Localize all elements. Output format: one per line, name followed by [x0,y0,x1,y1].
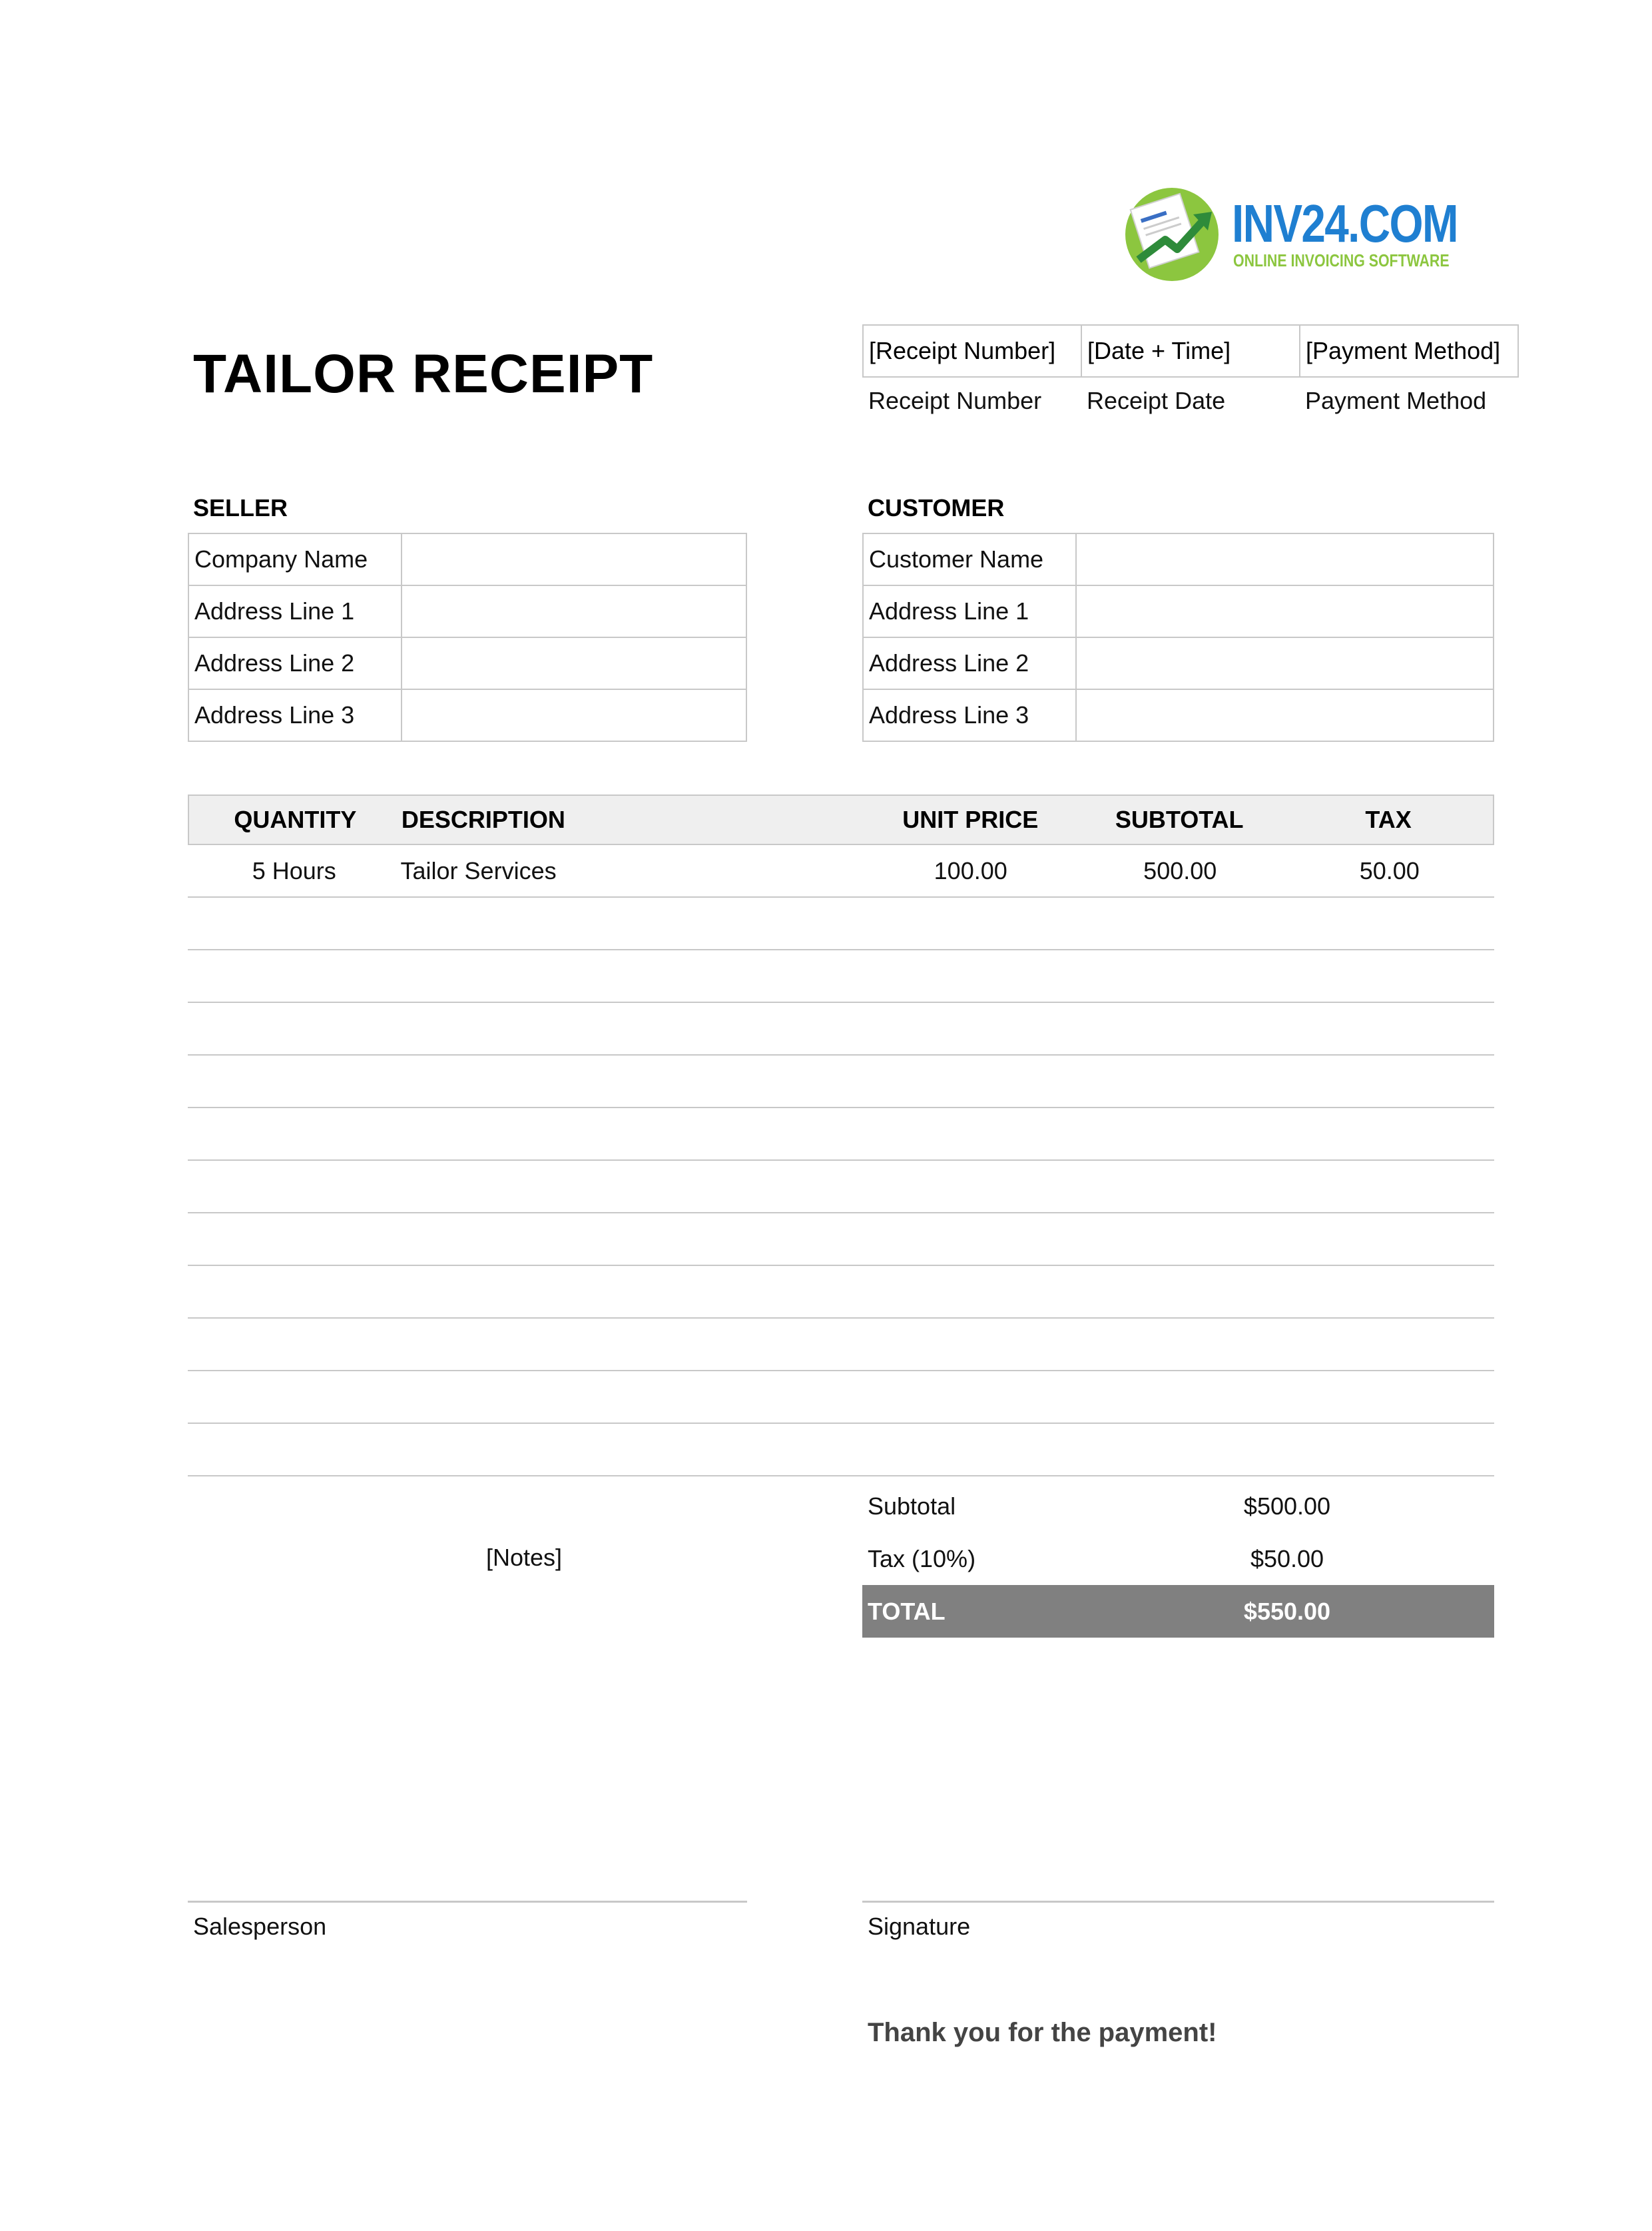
seller-address-1-label: Address Line 1 [188,585,402,637]
header-description: DESCRIPTION [401,806,565,833]
customer-name-label: Customer Name [863,533,1076,585]
table-row[interactable] [188,1424,1494,1476]
customer-address-3-input[interactable] [1076,689,1494,741]
items-header-row [188,795,1494,845]
header-unit-price: UNIT PRICE [902,806,1039,833]
payment-method-label: Payment Method [1305,387,1487,414]
seller-heading: SELLER [193,494,288,521]
signature-label: Signature [868,1913,971,1940]
customer-address-2-input[interactable] [1076,637,1494,689]
table-row[interactable] [188,1003,1494,1056]
item-tax: 50.00 [1359,856,1420,884]
table-row[interactable] [188,1319,1494,1371]
signature-line [862,1901,1494,1903]
logo-brand: INV24.COM [1232,194,1458,253]
total-value: $550.00 [1243,1597,1331,1625]
item-subtotal: 500.00 [1143,856,1217,884]
customer-address-3-label: Address Line 3 [863,689,1076,741]
table-row[interactable] [188,1371,1494,1424]
seller-address-2-input[interactable] [402,637,746,689]
seller-address-2-label: Address Line 2 [188,637,402,689]
thank-you-message: Thank you for the payment! [868,2018,1217,2047]
customer-heading: CUSTOMER [868,494,1005,521]
table-row[interactable] [188,1108,1494,1161]
items-table [188,795,1494,1476]
seller-company-input[interactable] [402,533,746,585]
customer-address-2-label: Address Line 2 [863,637,1076,689]
subtotal-label: Subtotal [868,1492,956,1520]
receipt-date-value[interactable]: [Date + Time] [1081,325,1300,377]
notes-field[interactable]: [Notes] [486,1544,563,1571]
table-row[interactable] [188,1213,1494,1266]
payment-method-value[interactable]: [Payment Method] [1300,325,1518,377]
total-row [862,1585,1494,1638]
salesperson-label: Salesperson [193,1913,327,1940]
customer-address-1-label: Address Line 1 [863,585,1076,637]
logo-tagline: ONLINE INVOICING SOFTWARE [1233,250,1450,270]
seller-address-1-input[interactable] [402,585,746,637]
inv24-logo [1119,180,1458,286]
customer-address-1-input[interactable] [1076,585,1494,637]
table-row[interactable] [188,898,1494,950]
customer-table [862,533,1494,742]
table-row[interactable] [188,950,1494,1003]
seller-address-3-input[interactable] [402,689,746,741]
total-label: TOTAL [868,1597,946,1625]
seller-company-label: Company Name [188,533,402,585]
item-quantity: 5 Hours [252,856,336,884]
receipt-number-label: Receipt Number [868,387,1042,414]
subtotal-row [862,1480,1494,1532]
customer-name-input[interactable] [1076,533,1494,585]
salesperson-line [188,1901,747,1903]
tax-row [862,1532,1494,1585]
receipt-info-table [862,324,1519,415]
header-subtotal: SUBTOTAL [1115,806,1244,833]
receipt-date-label: Receipt Date [1087,387,1226,414]
tax-value: $50.00 [1250,1544,1324,1572]
item-unit-price: 100.00 [934,856,1007,884]
subtotal-value: $500.00 [1243,1492,1331,1520]
table-row[interactable] [188,1161,1494,1213]
table-row[interactable] [188,1266,1494,1319]
header-quantity: QUANTITY [234,806,357,833]
tax-label: Tax (10%) [868,1544,976,1572]
table-row[interactable] [188,1056,1494,1108]
header-tax: TAX [1365,806,1412,833]
item-description: Tailor Services [400,856,557,884]
receipt-number-value[interactable]: [Receipt Number] [863,325,1081,377]
table-row[interactable] [188,845,1494,898]
page-title: TAILOR RECEIPT [193,344,654,404]
seller-address-3-label: Address Line 3 [188,689,402,741]
seller-table [188,533,747,742]
